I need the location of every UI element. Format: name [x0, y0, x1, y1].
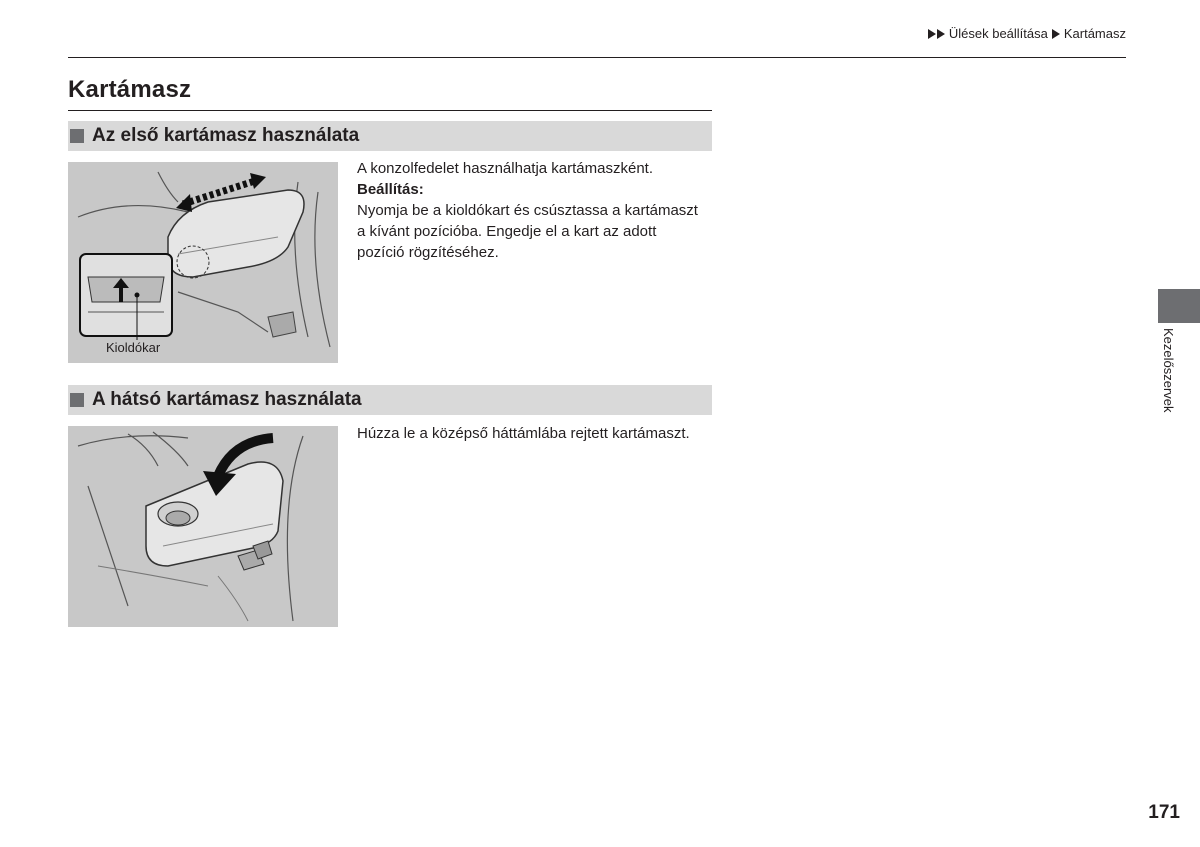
section-heading: Az első kartámasz használata [92, 125, 360, 146]
rear-armrest-illustration [68, 426, 338, 627]
title-divider [68, 110, 712, 111]
breadcrumb [928, 26, 1126, 41]
triangle-right-icon [928, 29, 936, 39]
section-heading: A hátsó kartámasz használata [92, 389, 362, 410]
rear-armrest-drawing [68, 426, 338, 627]
page-title: Kartámasz [68, 76, 192, 103]
page-number: 171 [1148, 802, 1180, 823]
front-armrest-drawing [68, 162, 338, 363]
breadcrumb-item[interactable]: Kartámasz [1063, 26, 1126, 41]
chapter-tab[interactable] [1158, 289, 1200, 323]
instruction-line: Nyomja be a kioldókart és csúsztassa a kartámaszt [357, 202, 698, 219]
paragraph: Húzza le a középső háttámlába rejtett kartámaszt. [357, 425, 690, 442]
front-armrest-text [357, 158, 717, 263]
triangle-right-icon [1052, 29, 1060, 39]
section-header-rear-armrest [68, 385, 712, 415]
chapter-tab-label: Kezelőszervek [1161, 328, 1176, 413]
figure-label-release-lever: Kioldókar [106, 340, 161, 355]
header-divider [68, 57, 1126, 58]
square-bullet-icon [70, 393, 84, 407]
breadcrumb-item[interactable]: Ülések beállítása [948, 26, 1048, 41]
square-bullet-icon [70, 129, 84, 143]
rear-armrest-text [357, 423, 717, 444]
section-header-front-armrest [68, 121, 712, 151]
instruction-line: a kívánt pozícióba. Engedje el a kart az adott [357, 223, 657, 240]
paragraph: A konzolfedelet használhatja kartámaszként. [357, 160, 654, 177]
subheading-setting: Beállítás: [357, 181, 424, 198]
front-armrest-illustration [68, 162, 338, 363]
triangle-right-icon [937, 29, 945, 39]
instruction-line: pozíció rögzítéséhez. [357, 244, 499, 261]
